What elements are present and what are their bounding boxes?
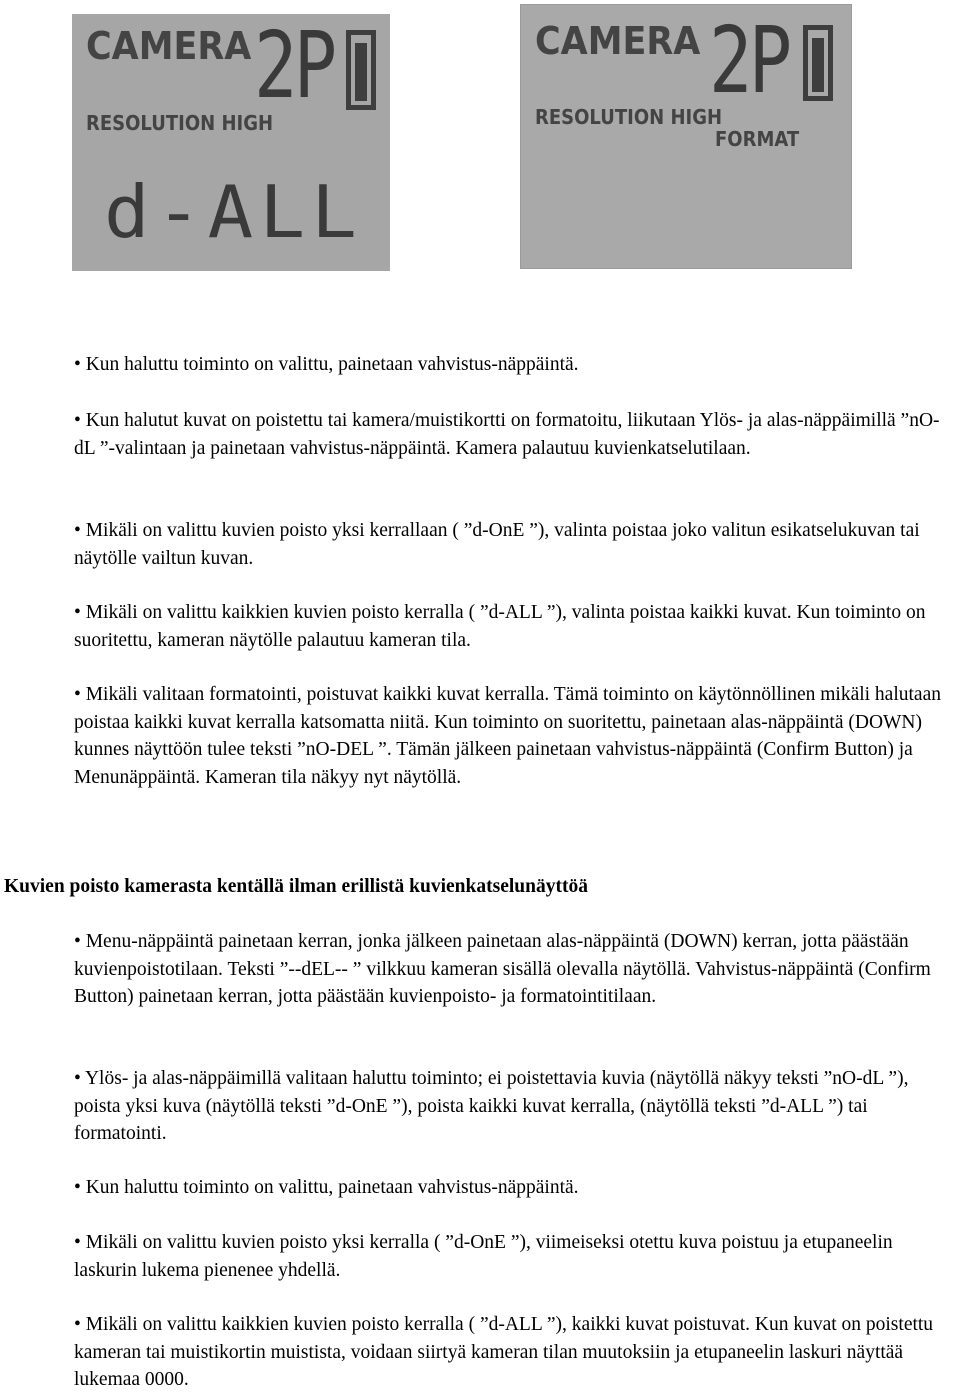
section-heading: Kuvien poisto kamerasta kentällä ilman erillistä kuvienkatselunäyttöä <box>4 876 588 897</box>
bullet-paragraph: • Mikäli on valittu kuvien poisto yksi kerralla ( ”d-OnE ”), viimeiseksi otettu kuva poistuu ja etupaneelin laskurin lukema pienenee yhdellä. <box>74 1232 893 1281</box>
lcd-resolution-label: RESOLUTION HIGH <box>535 105 723 129</box>
bullet-paragraph: • Mikäli on valittu kaikkien kuvien poisto kerralla ( ”d-ALL ”), valinta poistaa kaikki kuvat. Kun toiminto on suoritettu, kameran näytölle palautuu kameran tila. <box>74 602 926 651</box>
bullet-paragraph: • Kun haluttu toiminto on valittu, painetaan vahvistus-näppäintä. <box>74 1177 579 1198</box>
lcd-mode-2p: 2P <box>709 7 789 114</box>
lcd-format-label: FORMAT <box>715 127 800 151</box>
lcd-display-format <box>520 4 852 269</box>
bullet-paragraph: • Menu-näppäintä painetaan kerran, jonka jälkeen painetaan alas-näppäintä (DOWN) kerran, jotta päästään kuvienpoistotilaan. Teksti ”--dEL-- ” vilkkuu kameran sisällä olevalla näytöllä. Vahvistus-näppäintä (Confirm Button) painetaan kerran, jotta päästään kuvienpoisto- ja formatointitilaan. <box>74 931 931 1007</box>
bullet-paragraph: • Mikäli on valittu kaikkien kuvien poisto kerralla ( ”d-ALL ”), kaikki kuvat poistuvat. Kun kuvat on poistettu kameran tai muistikortin muistista, voidaan siirtyä kameran tilan muutoksiin ja etupaneelin laskuri näyttää lukemaa 0000. <box>74 1314 934 1390</box>
lcd-resolution-label: RESOLUTION HIGH <box>86 111 274 135</box>
battery-icon <box>803 25 833 101</box>
bullet-paragraph: • Kun haluttu toiminto on valittu, painetaan vahvistus-näppäintä. <box>74 354 579 375</box>
bullet-paragraph: • Kun halutut kuvat on poistettu tai kamera/muistikortti on formatoitu, liikutaan Ylös- ja alas-näppäimillä ”nO-dL ”-valintaan ja painetaan vahvistus-näppäintä. Kamera palautuu kuvienkatselutilaan. <box>74 410 940 459</box>
bullet-paragraph: • Ylös- ja alas-näppäimillä valitaan haluttu toiminto; ei poistettavia kuvia (näytöllä näkyy teksti ”nO-dL ”), poista yksi kuva (näytöllä teksti ”d-OnE ”), poista kaikki kuvat kerralla, (näytöllä teksti ”d-ALL ”) tai formatointi. <box>74 1068 909 1144</box>
lcd-mode-2p: 2P <box>254 12 334 119</box>
bullet-paragraph: • Mikäli on valittu kuvien poisto yksi kerrallaan ( ”d-OnE ”), valinta poistaa joko valitun esikatselukuvan tai näytölle vailtun kuvan. <box>74 520 920 569</box>
bullet-paragraph: • Mikäli valitaan formatointi, poistuvat kaikki kuvat kerralla. Tämä toiminto on käytönnöllinen mikäli halutaan poistaa kaikki kuvat kerralla katsomatta niitä. Kun toiminto on suoritettu, painetaan alas-näppäintä (DOWN) kunnes näyttöön tulee teksti ”nO-DEL ”. Tämän jälkeen painetaan vahvistus-näppäintä (Confirm Button) ja Menunäppäintä. Kameran tila näkyy nyt näytöllä. <box>74 684 941 788</box>
battery-icon <box>346 30 376 110</box>
lcd-display-delete-all <box>72 14 390 271</box>
lcd-camera-label: CAMERA <box>535 19 701 63</box>
lcd-camera-label: CAMERA <box>86 24 252 68</box>
lcd-segment-text: d-ALL <box>104 170 364 254</box>
